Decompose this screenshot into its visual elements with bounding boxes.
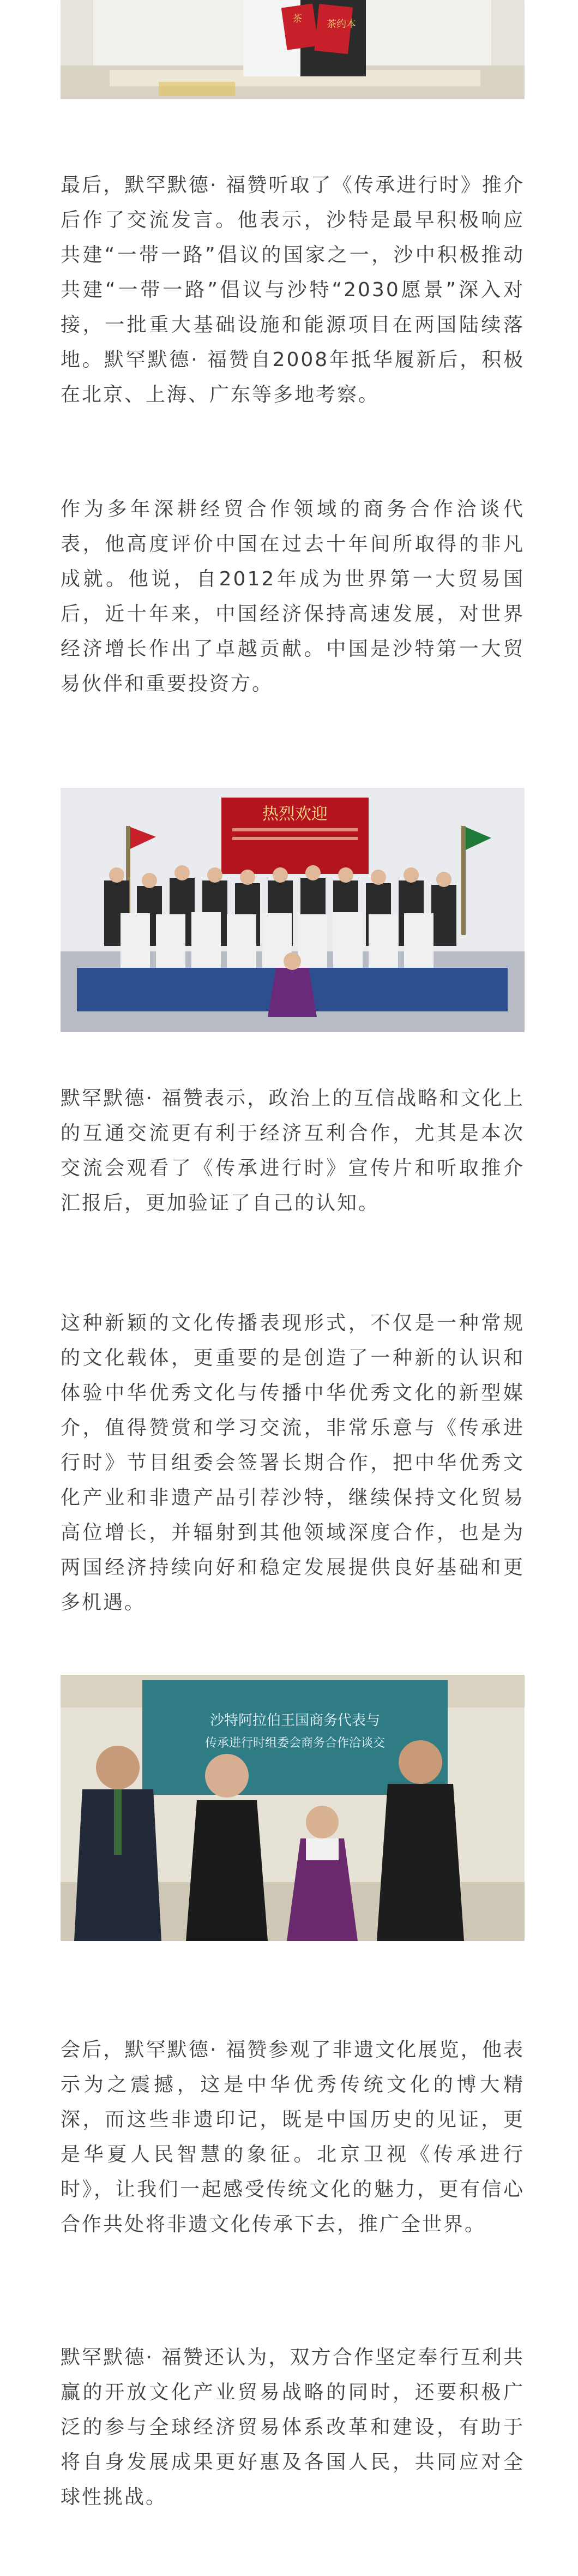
paragraph-4: 这种新颖的文化传播表现形式，不仅是一种常规的文化载体，更重要的是创造了一种新的认识和体验中华优秀文化与传播中华优秀文化的新型媒介，值得赞赏和学习交流，非常乐意与《传承进行时》节目组委会签署长期合作，把中华优秀文化产业和非遗产品引荐沙特，继续保持文化贸易高位增长，并辐射到其他领域深度合作，也是为两国经济持续向好和稳定发展提供良好基础和更多机遇。 <box>61 1312 525 1614</box>
paragraph-2: 作为多年深耕经贸合作领域的商务合作洽谈代表，他高度评价中国在过去十年间所取得的非凡成就。他说，自2012年成为世界第一大贸易国后，近十年来，中国经济保持高速发展，对世界经济增长作出了卓越贡献。中国是沙特第一大贸易伙伴和重要投资方。 <box>61 498 525 695</box>
portrait-screen-line2: 传承进行时组委会商务合作洽谈交 <box>204 1736 386 1750</box>
folder-left-text: 茶 <box>292 13 302 25</box>
portrait-screen-line1: 沙特阿拉伯王国商务代表与 <box>209 1712 381 1729</box>
signing-ceremony-photo <box>61 0 525 99</box>
paragraph-3: 默罕默德· 福赞表示，政治上的互信战略和文化上的互通交流更有利于经济互利合作，尤其是本次交流会观看了《传承进行时》宣传片和听取推介汇报后，更加验证了自己的认知。 <box>61 1087 525 1214</box>
paragraph-5: 会后，默罕默德· 福赞参观了非遗文化展览，他表示为之震撼，这是中华优秀传统文化的博大精深，而这些非遗印记，既是中国历史的见证，更是华夏人民智慧的象征。北京卫视《传承进行时》，让我们一起感受传统文化的魅力，更有信心合作共处将非遗文化传承下去，推广全世界。 <box>61 2039 525 2236</box>
paragraph-1: 最后，默罕默德· 福赞听取了《传承进行时》推介后作了交流发言。他表示，沙特是最早积极响应共建“一带一路”倡议的国家之一，沙中积极推动共建“一带一路”倡议与沙特“2030愿景”深入对接，一批重大基础设施和能源项目在两国陆续落地。默罕默德· 福赞自2008年抵华履新后，积极在北京、上海、广东等多地考察。 <box>61 174 525 406</box>
group-banner-title: 热烈欢迎 <box>262 805 328 824</box>
paragraph-6: 默罕默德· 福赞还认为，双方合作坚定奉行互利共赢的开放文化产业贸易战略的同时，还要积极广泛的参与全球经济贸易体系改革和建设，有助于将自身发展成果更好惠及各国人民，共同应对全球性挑战。 <box>61 2346 525 2508</box>
group-photo <box>61 788 525 1032</box>
portrait-photo <box>61 1675 525 1941</box>
folder-right-text: 茶约本 <box>327 19 356 30</box>
